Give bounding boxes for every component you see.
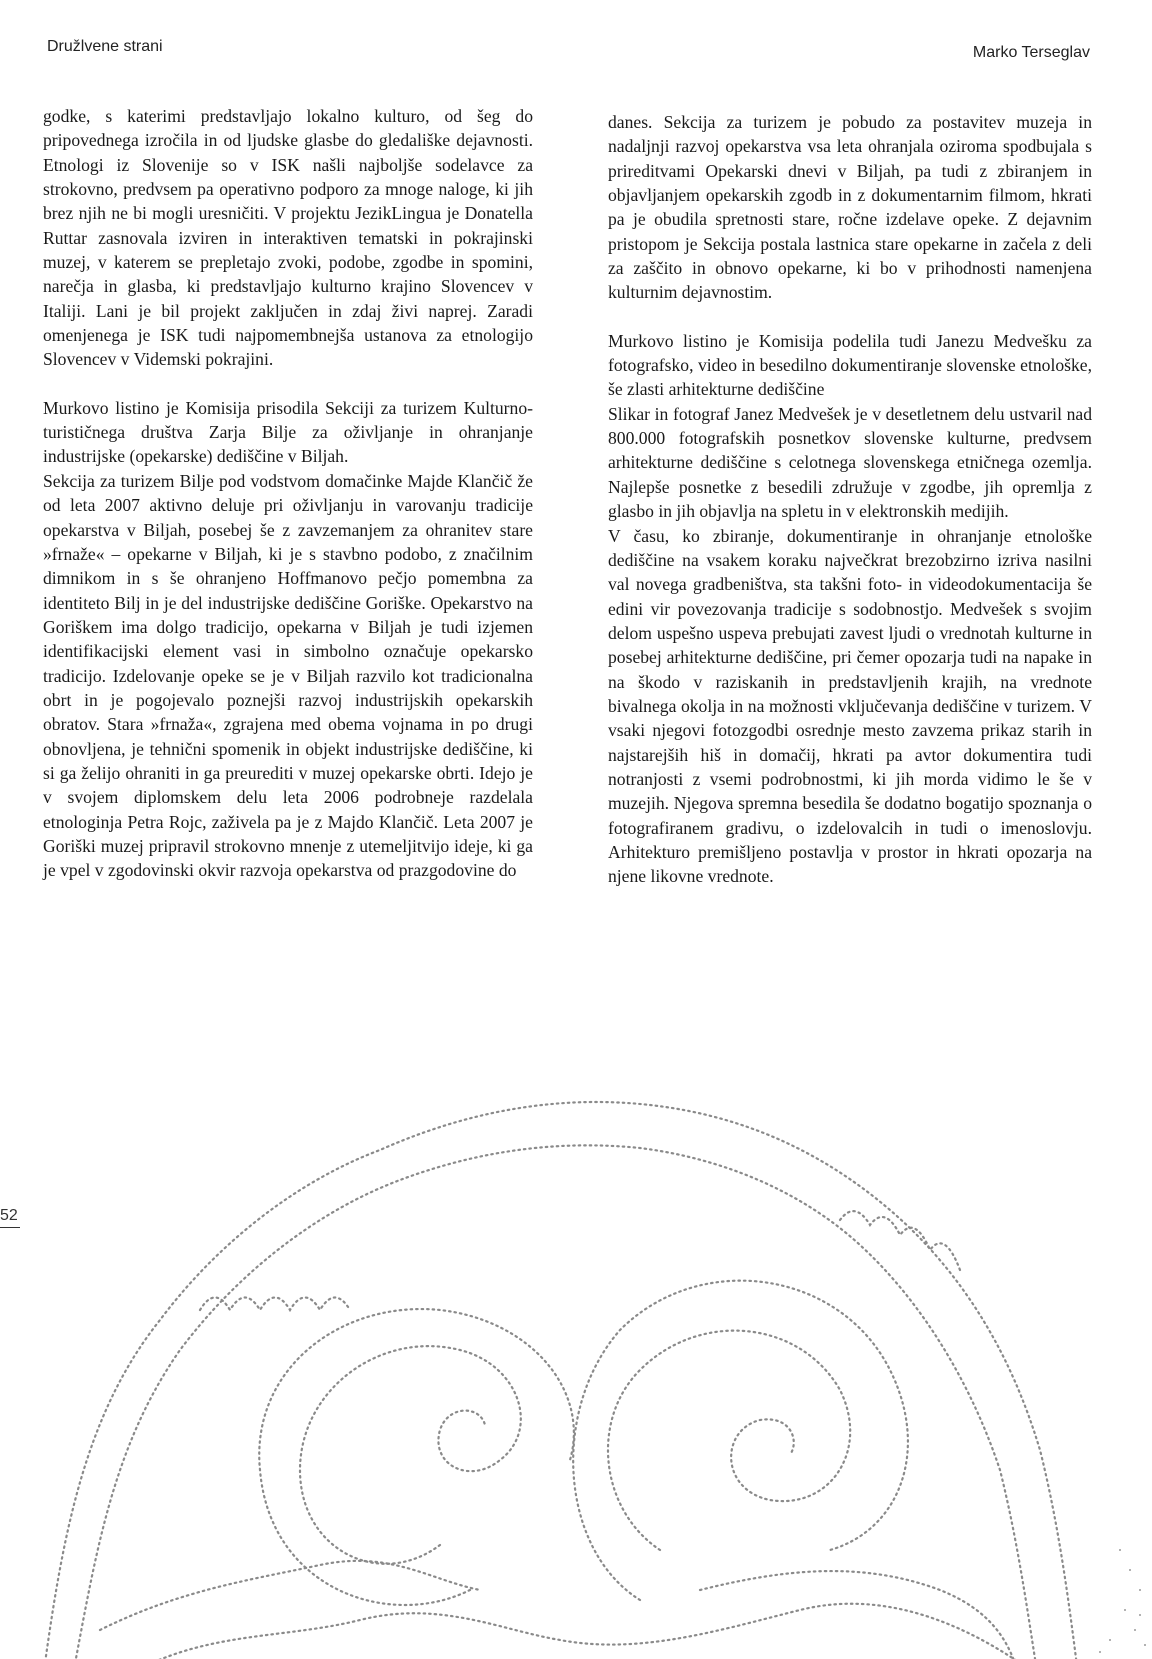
halftone-corner-dots [1099,1549,1146,1653]
paragraph: godke, s katerimi predstavljajo lokalno kulturo, od šeg do pripovednega izročila in od ljudske glasbe do gledališke dejavnosti. Etnologi iz Slovenije so v ISK našli najboljše sodelavce za strokovno, predvsem pa operativno podporo za mnoge naloge, ki jih brez njih ne bi mogli uresničiti. V projektu JezikLingua je Donatella Ruttar zasnovala izviren in interaktiven tematski in pokrajinski muzej, v katerem se prepletajo zvoki, podobe, zgodbe in spomini, narečja in glasba, ki predstavljajo kulturno krajino Slovencev v Italiji. Lani je bil projekt zaključen in zdaj živi naprej. Zaradi omenjenega je ISK tudi najpomembnejša ustanova za etnologijo Slovencev v Videmski pokrajini. [43,106,533,370]
paragraph: Murkovo listino je Komisija podelila tudi Janezu Medvešku za fotografsko, video in besedilno dokumentiranje slovenske etnološke, še zlasti arhitekturne dediščine [608,330,1092,400]
lower-wave [120,1604,1030,1659]
left-column [43,104,533,883]
left-spiral [300,1346,521,1564]
outer-wave-border [40,1102,1080,1659]
page-number: 52 [0,1207,20,1228]
paragraph: V času, ko zbiranje, dokumentiranje in ohranjanje etnološke dediščine na vsakem koraku največkrat brezobzirno izriva nasilni val novega gradbeništva, sta takšni foto- in videodokumentacija še edini vir povezovanja tradicije s sodobnostjo. Medvešek s svojim delom uspešno uspeva prebujati zavest ljudi o vrednotah kulturne in posebej arhitekturne dediščine, pri čemer opozarja tudi na napake in na škodo v raziskanih in predstavljenih krajih, na vrednote bivalnega okolja in na možnosti vključevanja dediščine v turizem. V vsaki njegovi fotozgodbi osrednje mesto zavzema prikaz starih in najstarejših hiš in domačij, hkrati pa avtor dokumentira tudi notranjosti z vsemi podrobnostmi, ki jih morda vidimo le še v muzejih. Njegova spremna besedila še dodatno bogatijo spoznanja o fotografiranem gradivu, o izdelovalcih in tudi o imenoslovju. Arhitekturo premišljeno postavlja v prostor in hkrati opozarja na njene likovne vrednote. [608,525,1092,887]
paragraph: danes. Sekcija za turizem je pobudo za postavitev muzeja in nadaljnji razvoj opekarstva vsa leta ohranjala oziroma spodbujala s prireditvami Opekarski dnevi v Biljah, pa tudi z zbiranjem in objavljanjem opekarskih zgodb in z dokumentarnim filmom, hkrati pa je obudila spretnosti stare, ročne izdelave opeke. Z dejavnim pristopom je Sekcija postala lastnica stare opekarne in začela z deli za zaščito in obnovo opekarne, ki bo v prihodnosti namenjena kulturnim dejavnostim. [608,112,1092,303]
running-header-left: Družlvene strani [47,38,163,55]
right-column [608,110,1092,889]
running-header-right: Marko Terseglav [972,44,1090,61]
right-spiral [608,1331,850,1550]
paragraph: Slikar in fotograf Janez Medvešek je v desetletnem delu ustvaril nad 800.000 fotografskih posnetkov slovenske kulturne, predvsem arhitekturne dediščine s celotnega slovenskega etničnega ozemlja. Najlepše posnetke z besedili združuje v zgodbe, jih opremlja z glasbo in jih objavlja na spletu in v elektronskih medijih. [608,403,1092,522]
dotted-spiral-ornament [0,990,1152,1659]
paragraph: Murkovo listino je Komisija prisodila Sekciji za turizem Kulturno-turističnega društva Zarja Bilje za oživljanje in ohranjanje industrijske (opekarske) dediščine v Biljah. [43,397,533,467]
paragraph: Sekcija za turizem Bilje pod vodstvom domačinke Majde Klančič že od leta 2007 aktivno deluje pri oživljanju in varovanju tradicije opekarstva v Biljah, posebej še z zavzemanjem za ohranitev stare »frnaže« – opekarne v Biljah, ki je s stavbno podobo, z značilnim dimnikom in s še ohranjeno Hoffmanovo pečjo pomembna za identiteto Bilj in je del industrijske dediščine Goriške. Opekarstvo na Goriškem ima dolgo tradicijo, opekarna v Biljah je tudi izjemen identifikacijski element vasi in simbolno označuje opekarsko tradicijo. Izdelovanje opeke se je v Biljah razvilo kot tradicionalna obrt in je pogojevalo poznejši razvoj industrijskih opekarskih obratov. Stara »frnaža«, zgrajena med obema vojnama in po drugi obnovljena, je tehnični spomenik in objekt industrijske dediščine, ki si ga želijo ohraniti in ga preurediti v muzej opekarske obrti. Idejo je v svojem diplomskem delu leta 2006 podrobneje razdelala etnologinja Petra Rojc, zaživela pa je z Majdo Klančič. Leta 2007 je Goriški muzej pripravil strokovno mnenje z utemeljitvijo ideje, ki ga je vpel v zgodovinski okvir razvoja opekarstva od prazgodovine do [43,470,533,881]
